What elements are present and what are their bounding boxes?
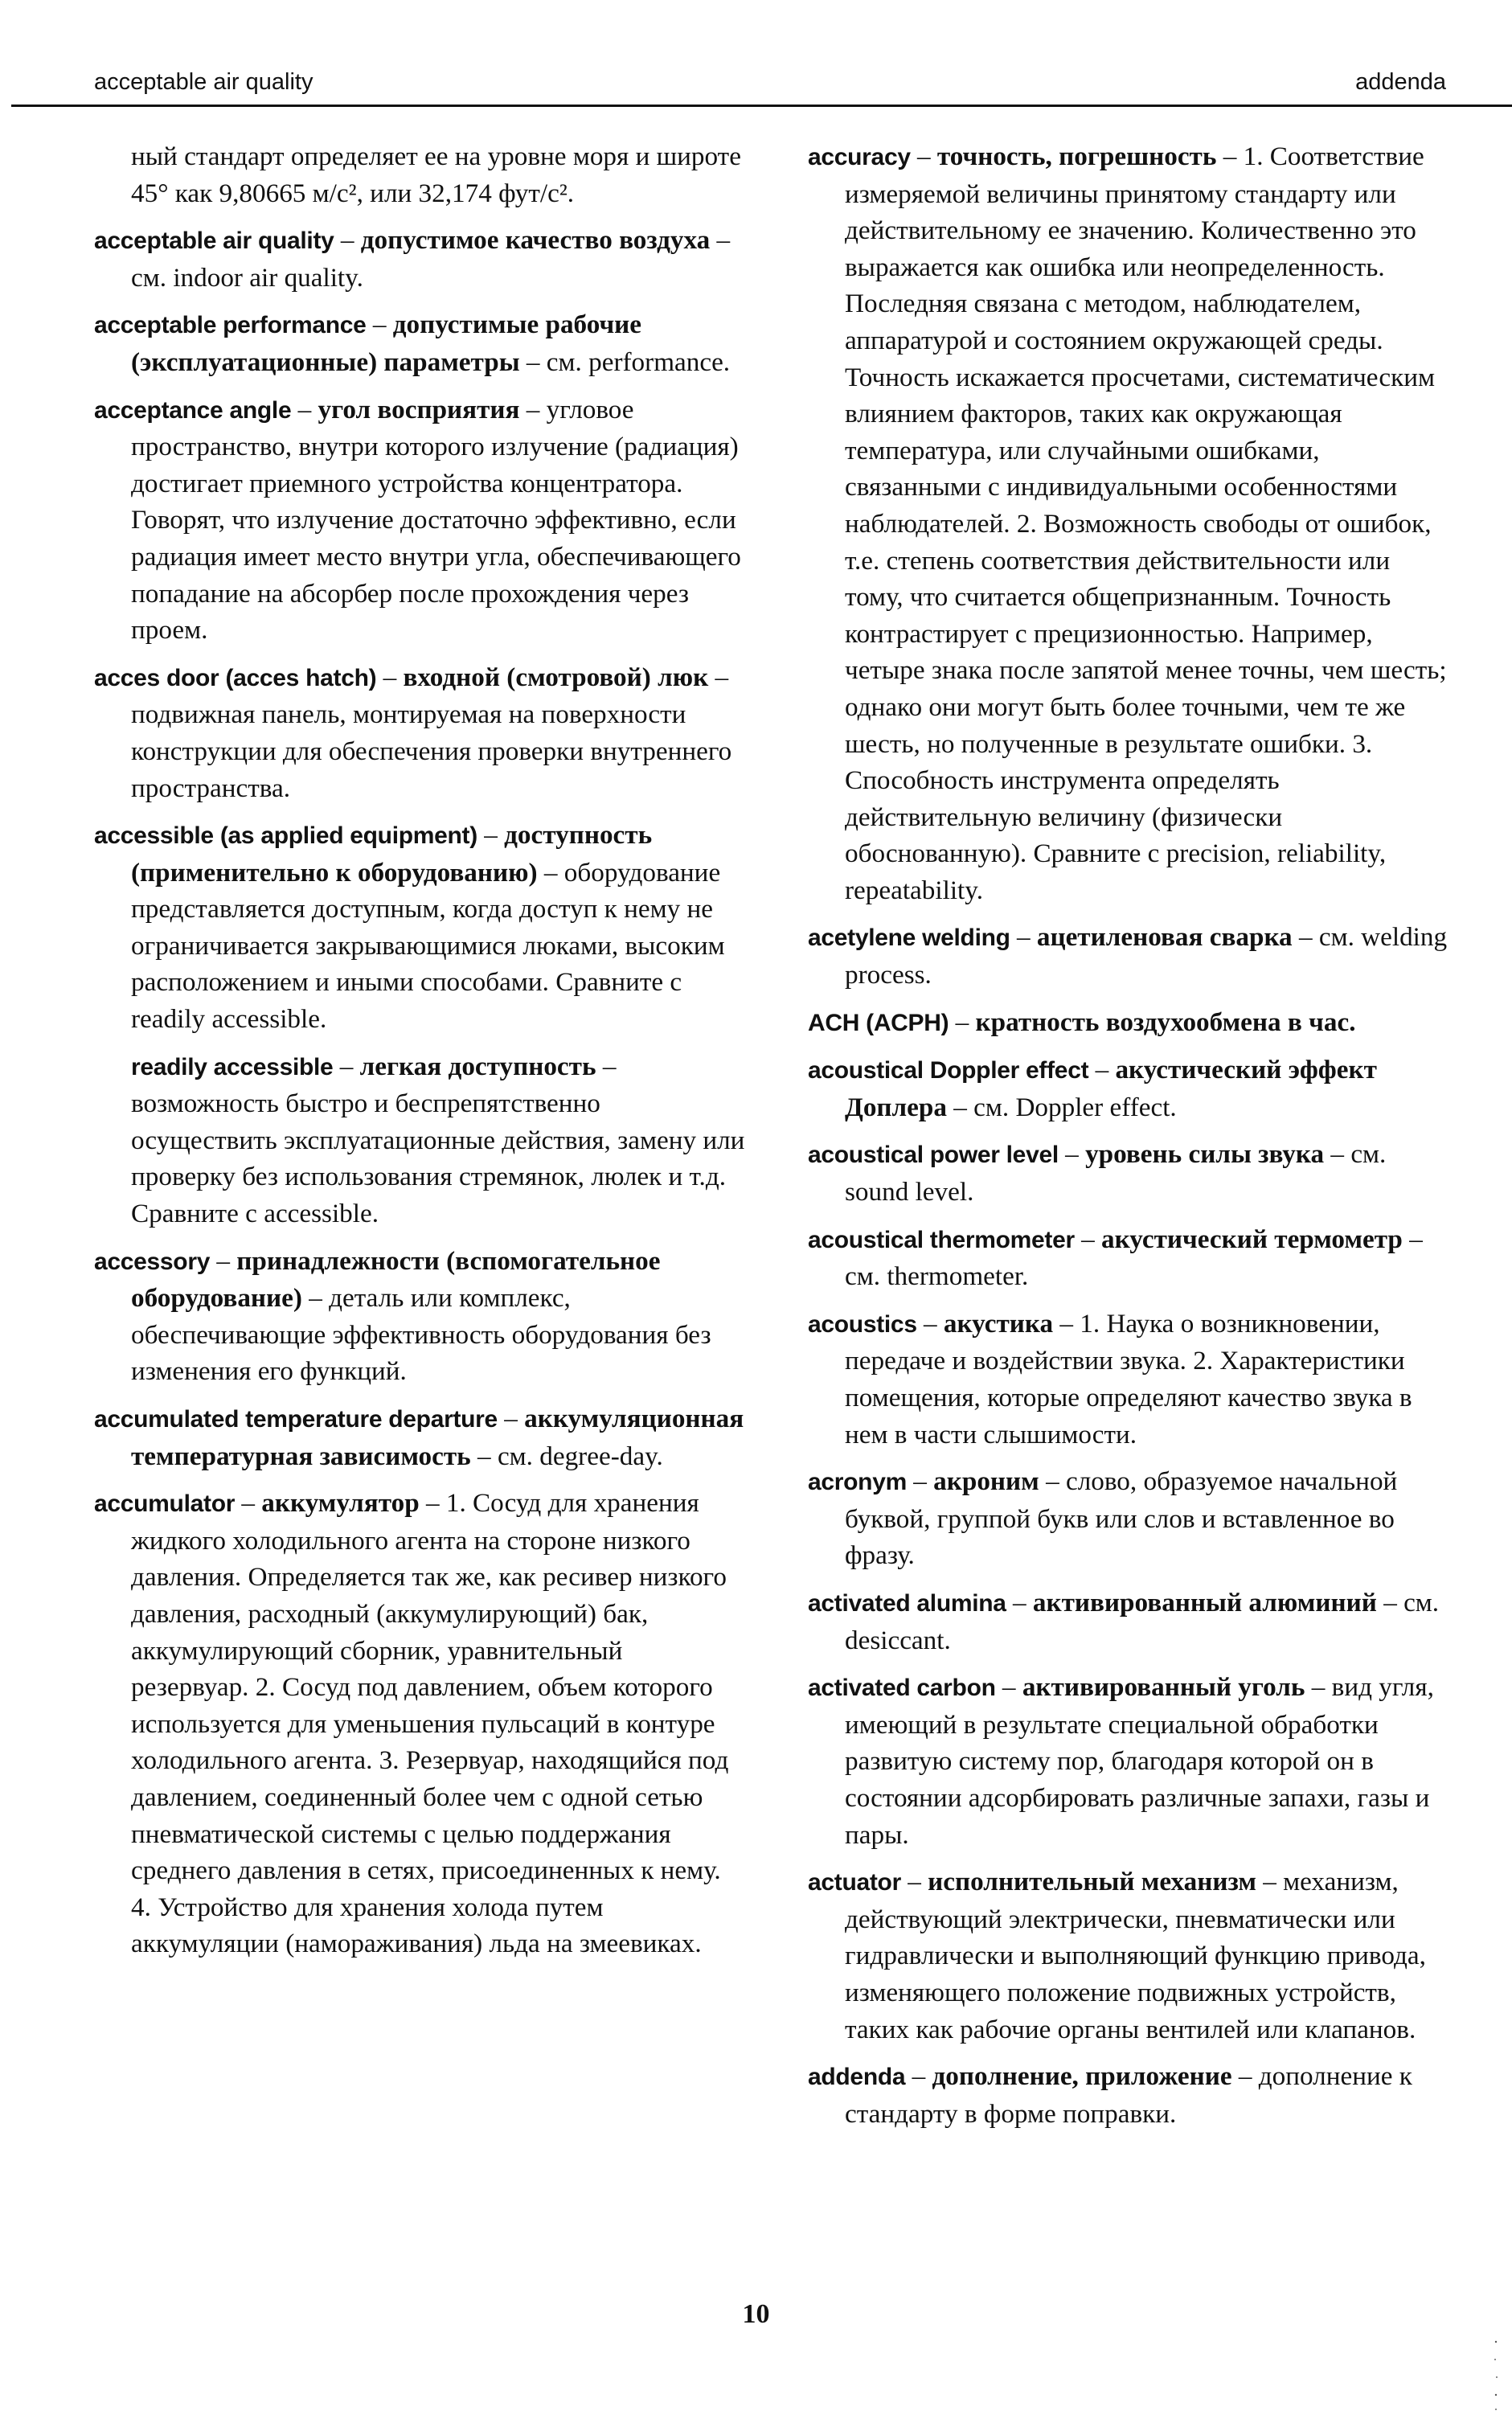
- entry-dash: –: [334, 225, 361, 256]
- entry-translation: допустимое качество воздуха: [360, 225, 711, 256]
- entry-body: – угловое пространство, внутри которого излучение (радиация) достигает приемного устройства концентратора. Говорят, что излучение достаточно эффективно, если радиация имеет место внутри угла, обеспечивающего попадание на абсорбер после прохождения через проем.: [131, 394, 741, 646]
- entry-term: activated carbon: [808, 1675, 996, 1702]
- entry-dash: –: [1058, 1139, 1086, 1170]
- dictionary-entry: [94, 817, 745, 1038]
- entry-body: – см. performance.: [519, 346, 731, 377]
- entry-body: – оборудование представляется доступным, когда доступ к нему не ограничивается закрывающимися люками, высоким расположением и иными способами. Сравните с readily accessible.: [131, 857, 725, 1035]
- entry-term: acoustical power level: [808, 1142, 1059, 1169]
- entry-translation: ацетиленовая сварка: [1036, 922, 1293, 953]
- dictionary-entry: [94, 306, 745, 380]
- entry-body: – 1. Сосуд для хранения жидкого холодильного агента на стороне низкого давления. Определяется так же, как ресивер низкого давления, расходный (аккумулирующий) бак, аккумулирующий сборник, уравнительный резервуар. 2. Сосуд под давлением, объем которого используется для уменьшения пульсаций в контуре холодильного агента. 3. Резервуар, находящийся под давлением, соединенный более чем с одной сетью пневматической системы с целью поддержания среднего давления в сетях, присоединенных к нему. 4. Устройство для хранения холода путем аккумуляции (намораживания) льда на змеевиках.: [131, 1488, 729, 1959]
- header-rule: [11, 105, 1512, 107]
- dictionary-entry: [94, 222, 745, 296]
- entry-translation: легкая доступность: [359, 1051, 596, 1081]
- dictionary-entry: [94, 1400, 745, 1474]
- dictionary-entry: [808, 1136, 1451, 1210]
- running-head-left: acceptable air quality: [94, 69, 313, 95]
- dictionary-entry: [808, 2058, 1451, 2132]
- entry-dash: –: [235, 1488, 262, 1519]
- entry-term: acceptable air quality: [94, 228, 334, 255]
- left-column: [94, 138, 745, 1973]
- entry-term: acces door (acces hatch): [94, 664, 377, 691]
- page-number: 10: [742, 2299, 770, 2329]
- entry-body: – 1. Соответствие измеряемой величины принятому стандарту или действительному ее значению. Количественно это выражается как ошибка или неопределенность. Последняя связана с методом, наблюдателем, аппаратурой и состоянием окружающей среды. Точность искажается просчетами, систематическим влиянием факторов, таких как окружающая температура, или случайными ошибками, связанными с индивидуальными особенностями наблюдателей. 2. Возможность свободы от ошибок, т.е. степень соответствия действительности или тому, что считается общепризнанным. Точность контрастирует с прецизионностью. Например, четыре знака после запятой менее точны, чем шесть; однако они могут быть более точными, чем те же шесть, но полученные в результате ошибки. 3. Способность инструмента определять действительную величину (физически обоснованную). Сравните с precision, reliability, repeatability.: [845, 141, 1447, 905]
- dictionary-entry: [94, 392, 745, 649]
- entry-dash: –: [1006, 1587, 1033, 1617]
- entry-body: – см. welding process.: [845, 922, 1448, 990]
- dictionary-entry: [808, 1306, 1451, 1453]
- dictionary-subentry: [94, 1048, 745, 1232]
- entry-translation: аккумуляционная температурная зависимость: [131, 1404, 744, 1471]
- entry-term: actuator: [808, 1869, 901, 1896]
- entry-translation: активированный алюминий: [1032, 1587, 1377, 1617]
- entry-translation: допустимые рабочие (эксплуатационные) параметры: [131, 310, 642, 377]
- entry-term: acetylene welding: [808, 925, 1010, 952]
- entry-translation: аккумулятор: [261, 1488, 420, 1519]
- entry-term: accuracy: [808, 144, 911, 170]
- entry-translation: кратность воздухообмена в час.: [975, 1007, 1356, 1037]
- entry-body: – см. thermometer.: [845, 1224, 1423, 1292]
- entry-term: accumulated temperature departure: [94, 1406, 498, 1433]
- entry-translation: акроним: [933, 1466, 1039, 1497]
- entry-body: ный стандарт определяет ее на уровне моря и широте 45° как 9,80665 м/с², или 32,174 фут/с².: [131, 141, 741, 208]
- dictionary-entry: [808, 1669, 1451, 1853]
- entry-translation: акустический эффект Доплера: [845, 1055, 1377, 1122]
- entry-term: accessible (as applied equipment): [94, 822, 477, 850]
- entry-term: acoustical thermometer: [808, 1226, 1075, 1253]
- entry-translation: акустика: [943, 1308, 1054, 1339]
- entry-term: acoustical Doppler effect: [808, 1057, 1089, 1084]
- entry-term: acceptable performance: [94, 312, 367, 339]
- entry-term: ACH (ACPH): [808, 1009, 949, 1036]
- entry-body: – см. Doppler effect.: [946, 1092, 1177, 1122]
- running-head: [0, 0, 1512, 105]
- entry-dash: –: [210, 1245, 237, 1276]
- entry-translation: исполнительный механизм: [928, 1867, 1256, 1897]
- entry-dash: –: [477, 820, 505, 851]
- entry-translation: угол восприятия: [318, 394, 520, 424]
- scan-specks: [1491, 2335, 1501, 2416]
- entry-dash: –: [905, 2061, 932, 2092]
- entry-term: acceptance angle: [94, 396, 292, 424]
- running-head-right: addenda: [1355, 69, 1446, 95]
- dictionary-entry: [808, 138, 1451, 908]
- entry-dash: –: [910, 141, 937, 171]
- entry-term: addenda: [808, 2064, 906, 2091]
- entry-body: – слово, образуемое начальной буквой, группой букв или слов и вставленное во фразу.: [845, 1466, 1398, 1571]
- entry-translation: активированный уголь: [1022, 1672, 1305, 1703]
- entry-body: – возможность быстро и беспрепятственно осуществить эксплуатационные действия, замену или проверку без использования стремянок, люлек и т.д. Сравните с accessible.: [131, 1051, 745, 1229]
- entry-term: acoustics: [808, 1310, 917, 1338]
- entry-translation: принадлежности (вспомогательное оборудование): [131, 1245, 661, 1314]
- entry-dash: –: [366, 310, 393, 340]
- right-column: [808, 138, 1451, 2142]
- entry-term: readily accessible: [131, 1053, 334, 1080]
- entry-body: – см. sound level.: [845, 1139, 1387, 1207]
- entry-dash: –: [291, 394, 318, 424]
- dictionary-entry: [808, 1585, 1451, 1658]
- entry-dash: –: [376, 662, 404, 692]
- dictionary-entry: [808, 1052, 1451, 1125]
- entry-dash: –: [333, 1051, 360, 1081]
- entry-term: accessory: [94, 1248, 211, 1275]
- dictionary-entry: [94, 1243, 745, 1390]
- entry-term: acronym: [808, 1469, 907, 1496]
- dictionary-entry: [94, 659, 745, 806]
- entry-dash: –: [900, 1867, 928, 1897]
- entry-dash: –: [1074, 1224, 1102, 1254]
- dictionary-entry: [808, 1221, 1451, 1295]
- entry-dash: –: [916, 1308, 944, 1339]
- entry-body: – подвижная панель, монтируемая на поверхности конструкции для обеспечения проверки внутреннего пространства.: [131, 662, 732, 803]
- dictionary-entry: [808, 1863, 1451, 2048]
- entry-term: activated alumina: [808, 1589, 1006, 1617]
- entry-translation: доступность (применительно к оборудованию): [131, 820, 653, 888]
- entry-translation: входной (смотровой) люк: [403, 662, 709, 692]
- entry-dash: –: [1010, 922, 1037, 953]
- dictionary-entry: [94, 1485, 745, 1962]
- entry-translation: точность, погрешность: [936, 141, 1217, 171]
- entry-body: – деталь или комплекс, обеспечивающие эффективность оборудования без изменения его функций.: [131, 1283, 711, 1387]
- entry-dash: –: [497, 1404, 525, 1433]
- entry-translation: дополнение, приложение: [932, 2061, 1232, 2092]
- entry-body: – см. indoor air quality.: [131, 225, 731, 293]
- entry-body: – см. desiccant.: [845, 1587, 1440, 1655]
- entry-body: – дополнение к стандарту в форме поправки.: [845, 2061, 1412, 2129]
- entry-body: – 1. Наука о возникновении, передаче и воздействии звука. 2. Характеристики помещения, которые определяют качество звука в нем в части слышимости.: [845, 1308, 1412, 1449]
- entry-dash: –: [906, 1466, 934, 1497]
- dictionary-entry: [94, 138, 745, 211]
- entry-translation: акустический термометр: [1101, 1224, 1403, 1254]
- dictionary-entry: [808, 1004, 1451, 1042]
- entry-translation: уровень силы звука: [1085, 1139, 1325, 1170]
- entry-term: accumulator: [94, 1490, 236, 1518]
- entry-body: – см. degree-day.: [470, 1441, 663, 1471]
- entry-dash: –: [1088, 1055, 1116, 1085]
- entry-body: – механизм, действующий электрически, пневматически или гидравлически и выполняющий функцию привода, изменяющего положение подвижных устройств, таких как рабочие органы вентилей или клапанов.: [845, 1867, 1426, 2044]
- entry-dash: –: [995, 1672, 1022, 1703]
- entry-body: – вид угля, имеющий в результате специальной обработки развитую систему пор, благодаря которой он в состоянии адсорбировать различные запахи, газы и пары.: [845, 1672, 1434, 1850]
- dictionary-entry: [808, 1463, 1451, 1574]
- dictionary-entry: [808, 919, 1451, 993]
- entry-dash: –: [949, 1007, 976, 1037]
